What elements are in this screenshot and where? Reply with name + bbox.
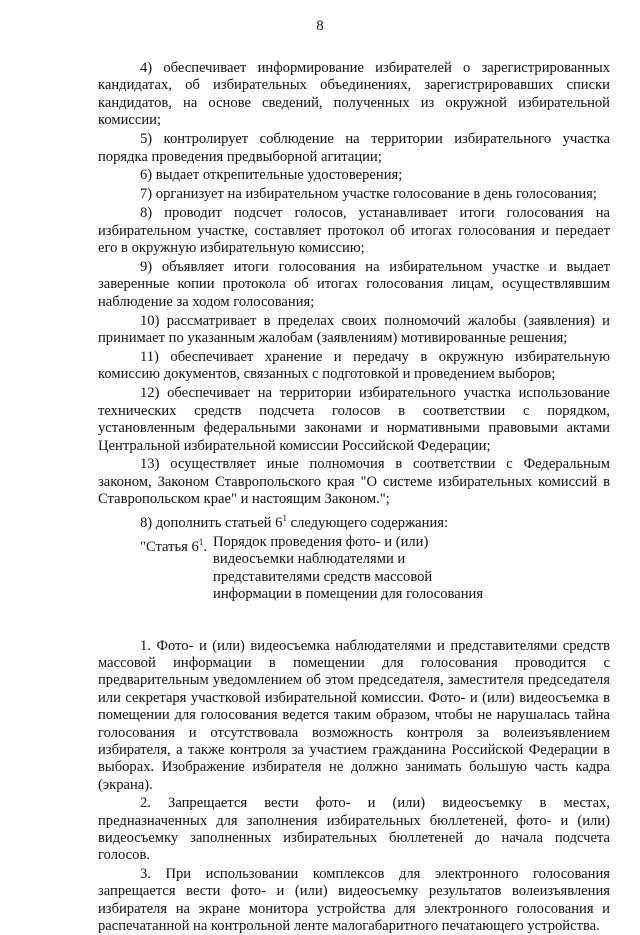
article-label-prefix: "Статья 6 [140, 538, 199, 555]
list-item-9: 9) объявляет итоги голосования на избирательном участке и выдает заверенные копии протокола об итогах голосования лицам, осуществлявшим наблюдение за ходом голосования; [98, 258, 610, 310]
article-title: Порядок проведения фото- и (или) видеосъемки наблюдателями и представителями средств массовой информации в помещении для голосования [213, 533, 484, 603]
section-1: 1. Фото- и (или) видеосъемка наблюдателями и представителями средств массовой информации в помещении для голосования проводится с предварительным уведомлением об этом председателя, заместителя председателя или секретаря участковой избирательной комиссии. Фото- и (или) видеосъемка в помещении для голосования ведется таким образом, чтобы не нарушалась тайна голосования и отсутствовала возможность контроля за волеизъявлением избирателя, а также контроля за участием гражданина Российской Федерации в выборах. Изображение избирателя не должно занимать большую часть кадра (экрана). [98, 637, 610, 793]
list-item-7: 7) организует на избирательном участке голосование в день голосования; [140, 186, 597, 203]
spacer [98, 604, 610, 638]
supplement-superscript: 1 [282, 513, 287, 524]
section-3: 3. При использовании комплексов для электронного голосования запрещается вести фото- и (или) видеосъемку результатов волеизъявления избирателя на экране монитора устройства для электронного голосования и распечатанной на контрольной ленте малогабаритного печатающего устройства. [98, 865, 610, 935]
article-label-superscript: 1 [198, 536, 204, 547]
list-item-5: 5) контролирует соблюдение на территории избирательного участка порядка проведения предвыборной агитации; [98, 131, 610, 165]
supplement-prefix: 8) дополнить статьей 6 [140, 515, 283, 532]
list-item-13: 13) осуществляет иные полномочия в соответствии с Федеральным законом, Законом Ставропольского края "О системе избирательных комиссий в Ставропольском крае" и настоящим Законом."; [98, 456, 610, 508]
document-body [98, 60, 610, 935]
page-number: 8 [316, 18, 324, 34]
list-item-8: 8) проводит подсчет голосов, устанавливает итоги голосования на избирательном участке, составляет протокол об итогах голосования и передает его в окружную избирательную комиссию; [98, 205, 610, 257]
list-item-6: 6) выдает открепительные удостоверения; [140, 167, 403, 184]
list-item-10: 10) рассматривает в пределах своих полномочий жалобы (заявления) и принимает по указанным жалобам (заявлениям) мотивированные решения; [98, 312, 610, 347]
article-label [140, 534, 213, 604]
supplement-suffix: следующего содержания: [286, 515, 449, 532]
article-heading [98, 534, 610, 604]
article-label-suffix: . [203, 538, 208, 555]
list-item-4: 4) обеспечивает информирование избирателей о зарегистрированных кандидатах, об избирательных объединениях, зарегистрировавших списки кандидатов, на основе сведений, полученных из окружной избирательной комиссии; [98, 60, 610, 129]
section-2: 2. Запрещается вести фото- и (или) видеосъемку в местах, предназначенных для заполнения избирательных бюллетеней, фото- и (или) видеосъемку заполненных избирательных бюллетеней до начала подсчета голосов. [98, 795, 610, 864]
list-item-11: 11) обеспечивает хранение и передачу в окружную избирательную комиссию документов, связанных с подготовкой и проведением выборов; [98, 349, 610, 383]
supplement-instruction [98, 510, 610, 532]
list-item-12: 12) обеспечивает на территории избирательного участка использование технических средств подсчета голосов в соответствии с порядком, установленным федеральными законами и нормативными правовыми актами Центральной избирательной комиссии Российской Федерации; [98, 385, 610, 454]
